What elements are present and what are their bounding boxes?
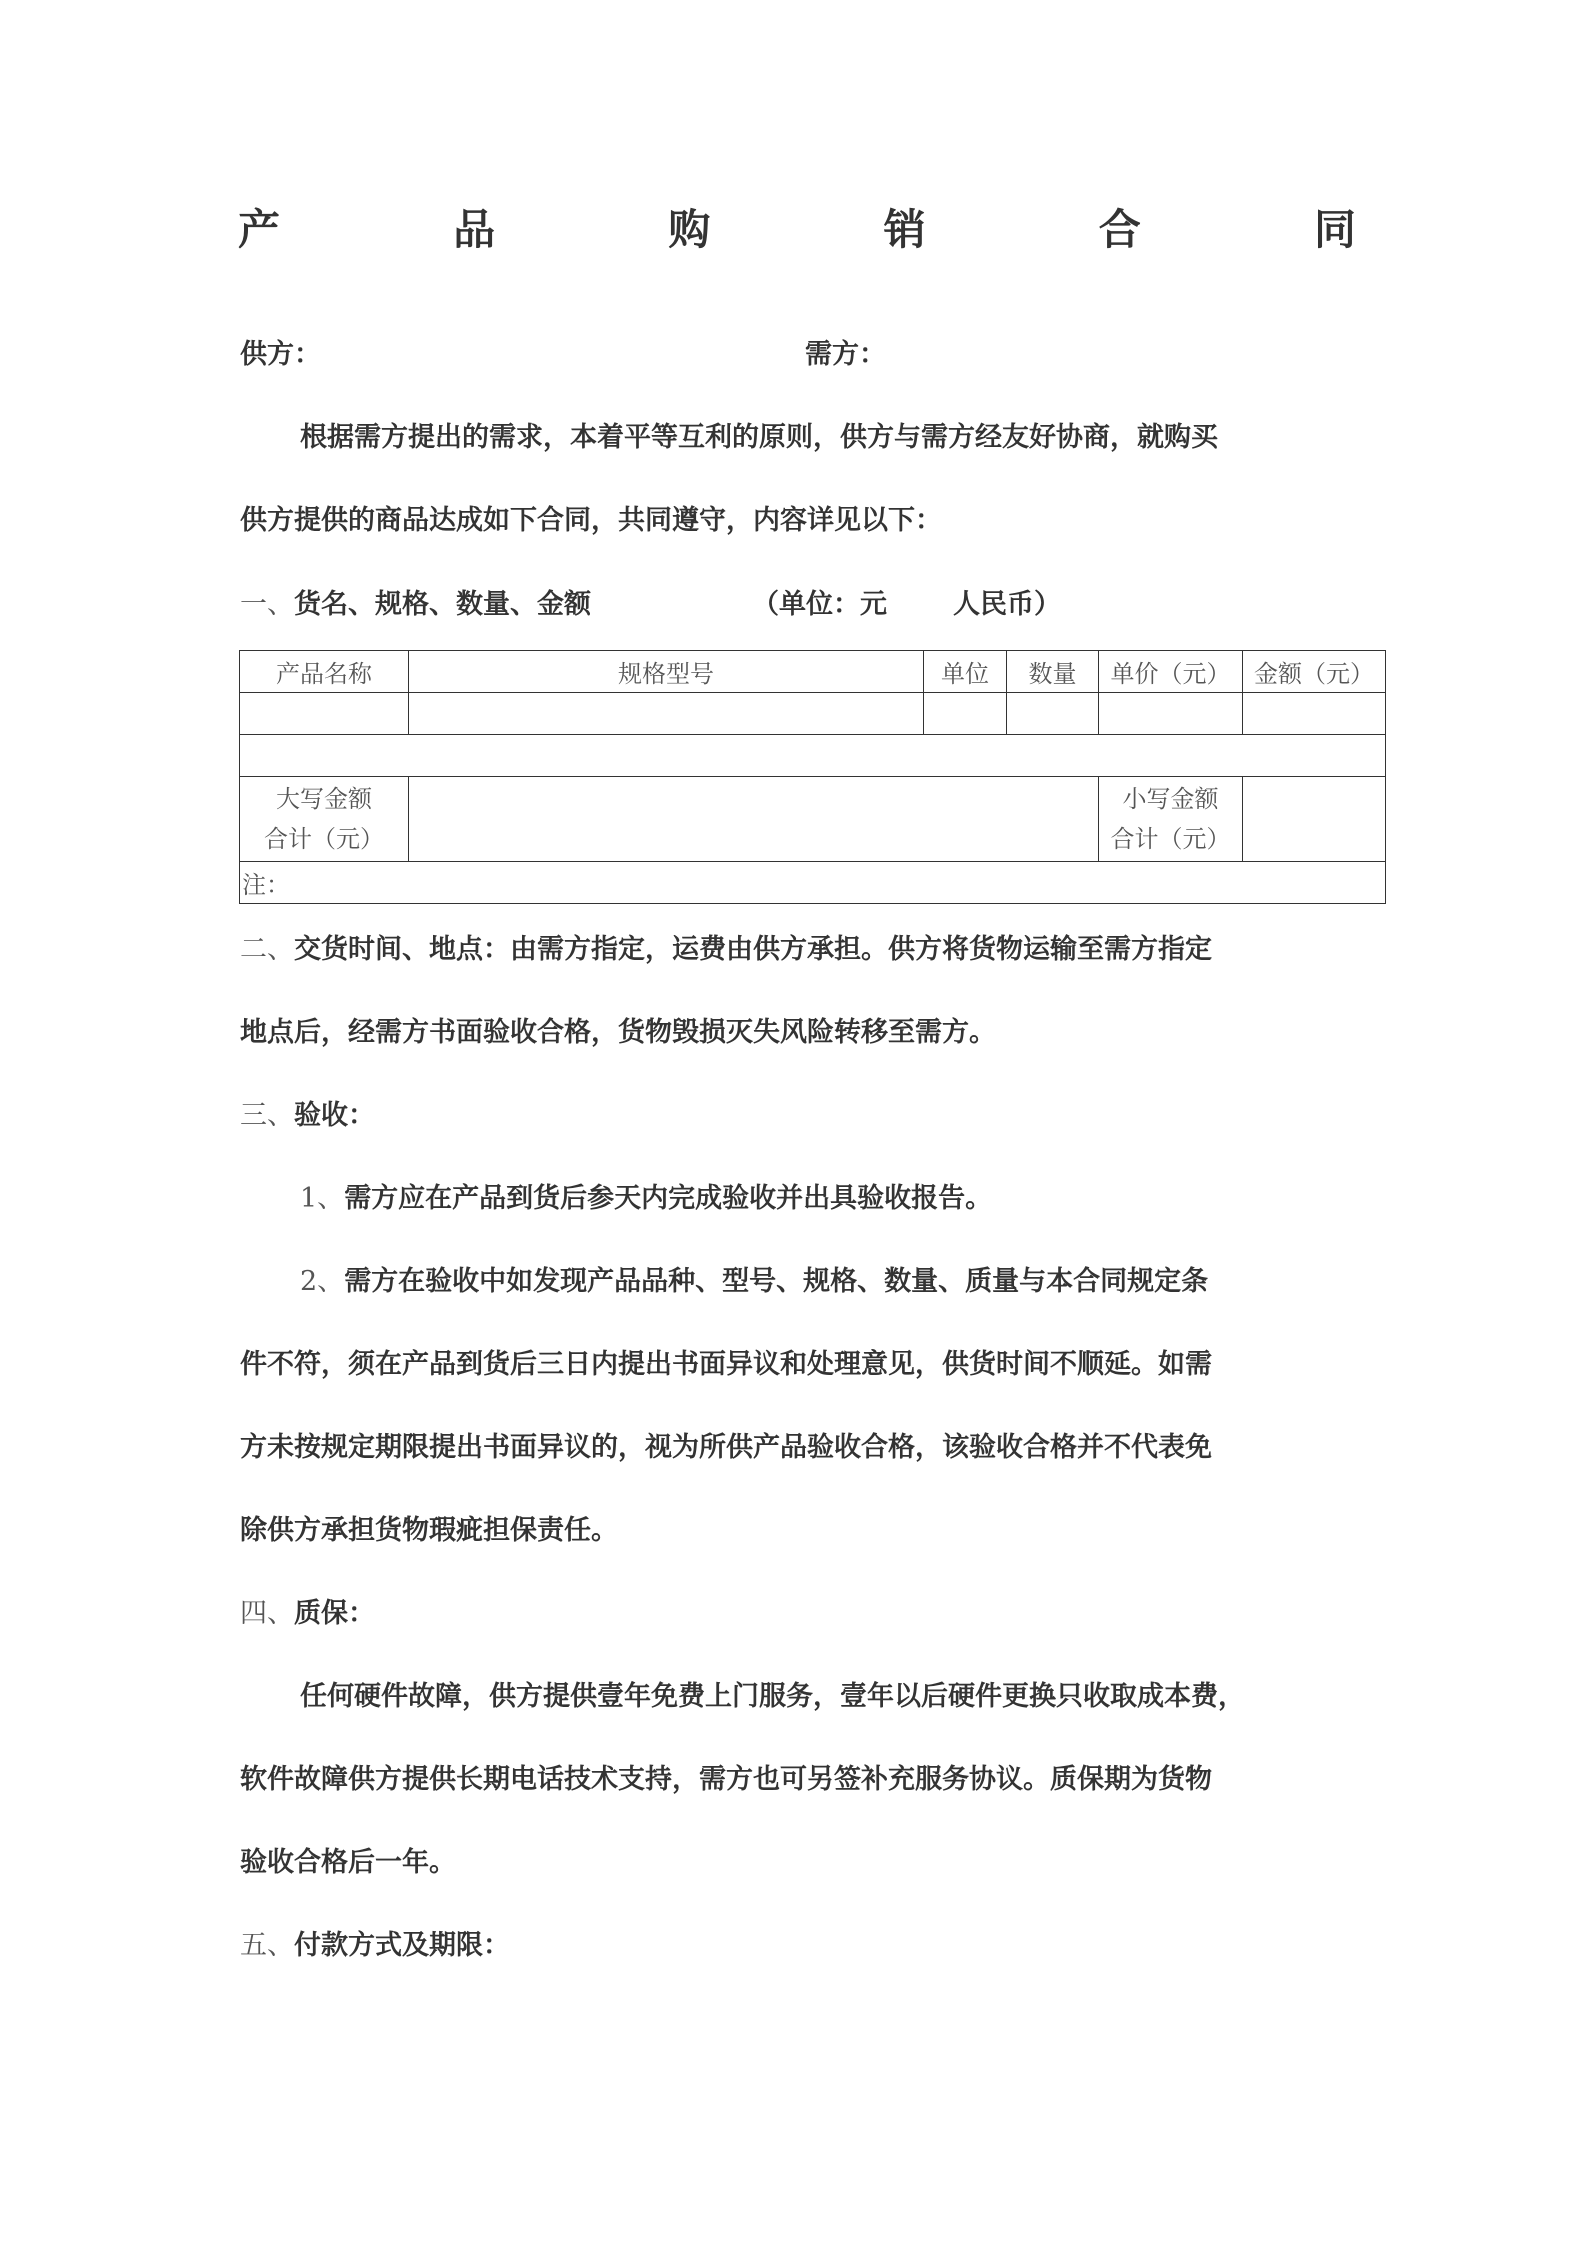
table-row: [240, 735, 1386, 777]
section-number: 四、: [240, 1598, 294, 1629]
goods-table: [239, 650, 1386, 904]
item-1-text: 需方应在产品到货后参天内完成验收并出具验收报告。: [344, 1183, 993, 1214]
section-number: 一、: [240, 589, 294, 620]
section-3-heading: [240, 1099, 375, 1133]
item-number: 1、: [300, 1183, 345, 1214]
upper-total-label: [240, 777, 409, 862]
upper-total-line-2: 合计（元）: [264, 825, 384, 853]
intro-line-2: 供方提供的商品达成如下合同，共同遵守，内容详见以下：: [240, 505, 942, 536]
title-char: 购: [668, 205, 711, 254]
table-total-row: [240, 777, 1386, 862]
section-1-text: 货名、规格、数量、金额: [294, 589, 591, 620]
section-3-item-1: [300, 1182, 992, 1216]
title-char: 品: [453, 205, 496, 254]
lower-total-label: [1099, 777, 1243, 862]
lower-total-line-1: 小写金额: [1122, 785, 1219, 813]
table-note-row: [240, 862, 1386, 904]
section-4-line-2: 软件故障供方提供长期电话技术支持，需方也可另签补充服务协议。质保期为货物: [240, 1764, 1212, 1795]
section-4-title: 质保：: [294, 1598, 375, 1629]
section-3-item-2-line-4: 除供方承担货物瑕疵担保责任。: [240, 1515, 618, 1546]
section-number: 二、: [240, 934, 294, 965]
item-2-text: 需方在验收中如发现产品品种、型号、规格、数量、质量与本合同规定条: [344, 1266, 1209, 1297]
note-label: 注：: [240, 862, 1386, 904]
cell-quantity[interactable]: [1007, 693, 1099, 735]
section-4-line-1: 任何硬件故障，供方提供壹年免费上门服务，壹年以后硬件更换只收取成本费，: [300, 1681, 1245, 1712]
section-3-item-2-line-1: [300, 1265, 1208, 1299]
header-amount: 金额（元）: [1243, 651, 1386, 693]
intro-line-1: 根据需方提出的需求，本着平等互利的原则，供方与需方经友好协商，就购买: [300, 422, 1218, 453]
cell-amount[interactable]: [1243, 693, 1386, 735]
section-1-heading: [240, 588, 591, 622]
section-number: 三、: [240, 1100, 294, 1131]
header-spec-model: 规格型号: [409, 651, 924, 693]
section-2-body: 交货时间、地点：由需方指定，运费由供方承担。供方将货物运输至需方指定: [294, 934, 1212, 965]
cell-unit-price[interactable]: [1099, 693, 1243, 735]
header-unit-price: 单价（元）: [1099, 651, 1243, 693]
header-product-name: 产品名称: [240, 651, 409, 693]
cell-merged-blank[interactable]: [240, 735, 1386, 777]
title-char: 同: [1313, 205, 1356, 254]
title-char: 产: [238, 205, 281, 254]
section-5-title: 付款方式及期限：: [294, 1930, 510, 1961]
cell-product-name[interactable]: [240, 693, 409, 735]
item-number: 2、: [300, 1266, 345, 1297]
lower-total-line-2: 合计（元）: [1110, 825, 1231, 853]
table-row: [240, 693, 1386, 735]
section-4-line-3: 验收合格后一年。: [240, 1847, 456, 1878]
upper-total-line-1: 大写金额: [276, 785, 372, 813]
title-char: 合: [1098, 205, 1141, 254]
section-2-line-2: 地点后，经需方书面验收合格，货物毁损灭失风险转移至需方。: [240, 1017, 996, 1048]
header-quantity: 数量: [1007, 651, 1099, 693]
cell-spec-model[interactable]: [409, 693, 924, 735]
section-5-heading: [240, 1929, 510, 1963]
section-4-heading: [240, 1597, 375, 1631]
section-3-item-2-line-2: 件不符，须在产品到货后三日内提出书面异议和处理意见，供货时间不顺延。如需: [240, 1349, 1212, 1380]
section-number: 五、: [240, 1930, 294, 1961]
buyer-label: 需方：: [805, 339, 886, 370]
unit-note-b: 人民币）: [953, 589, 1061, 620]
supplier-label: 供方：: [240, 339, 321, 370]
cell-unit[interactable]: [924, 693, 1007, 735]
lower-total-value[interactable]: [1243, 777, 1386, 862]
document-title: [238, 197, 1356, 257]
section-3-title: 验收：: [294, 1100, 375, 1131]
header-unit: 单位: [924, 651, 1007, 693]
unit-note-a: （单位：元: [752, 589, 887, 620]
table-header-row: [240, 651, 1386, 693]
title-char: 销: [883, 205, 926, 254]
section-2-line-1: [240, 933, 1352, 967]
section-3-item-2-line-3: 方未按规定期限提出书面异议的，视为所供产品验收合格，该验收合格并不代表免: [240, 1432, 1212, 1463]
upper-total-value[interactable]: [409, 777, 1099, 862]
section-2-line-1-text: [240, 933, 1212, 967]
